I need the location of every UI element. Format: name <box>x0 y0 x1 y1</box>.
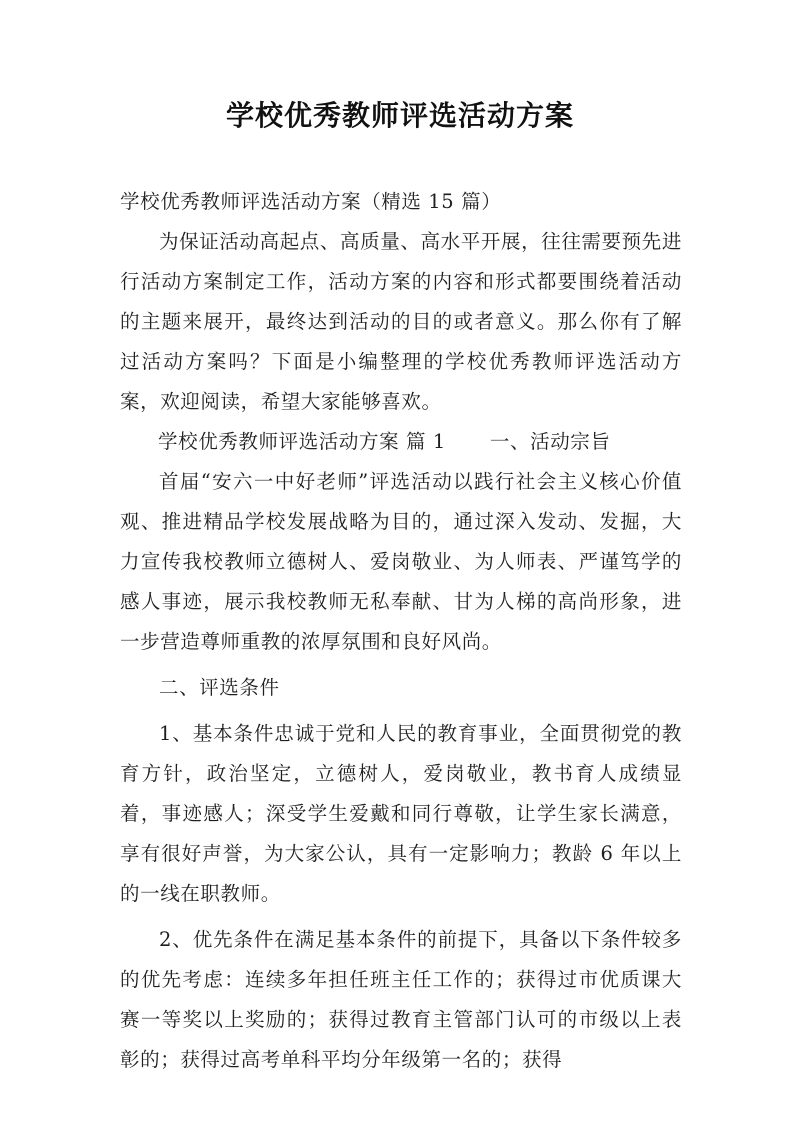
document-body <box>120 182 682 1080</box>
document-title: 学校优秀教师评选活动方案 <box>225 99 574 132</box>
intro-paragraph: 为保证活动高起点、高质量、高水平开展，往往需要预先进行活动方案制定工作，活动方案的内容和形式都要围绕着活动的主题来展开，最终达到活动的目的或者意义。那么你有了解过活动方案吗？下面是小编整理的学校优秀教师评选活动方案，欢迎阅读，希望大家能够喜欢。 <box>120 230 682 413</box>
article-heading-line <box>120 422 682 462</box>
document-subtitle: 学校优秀教师评选活动方案（精选 15 篇） <box>120 190 502 213</box>
condition1-paragraph: 1、基本条件忠诚于党和人民的教育事业，全面贯彻党的教育方针，政治坚定，立德树人，爱岗敬业，教书育人成绩显着，事迹感人；深受学生爱戴和同行尊敬，让学生家长满意，享有很好声誉，为大家公认，具有一定影响力；教龄 6 年以上的一线在职教师。 <box>120 722 682 905</box>
section1-heading: 一、活动宗旨 <box>489 430 611 453</box>
condition2-paragraph: 2、优先条件在满足基本条件的前提下，具备以下条件较多的优先考虑：连续多年担任班主任工作的；获得过市优质课大赛一等奖以上奖励的；获得过教育主管部门认可的市级以上表彰的；获得过高考单科平均分年级第一名的；获得 <box>120 928 682 1071</box>
article-heading: 学校优秀教师评选活动方案 篇 1 <box>158 430 446 453</box>
section1-paragraph: 首届“安六一中好老师”评选活动以践行社会主义核心价值观、推进精品学校发展战略为目的，通过深入发动、发掘，大力宣传我校教师立德树人、爱岗敬业、为人师表、严谨笃学的感人事迹，展示我校教师无私奉献、甘为人梯的高尚形象，进一步营造尊师重教的浓厚氛围和良好风尚。 <box>120 470 682 653</box>
section2-heading: 二、评选条件 <box>159 676 280 699</box>
